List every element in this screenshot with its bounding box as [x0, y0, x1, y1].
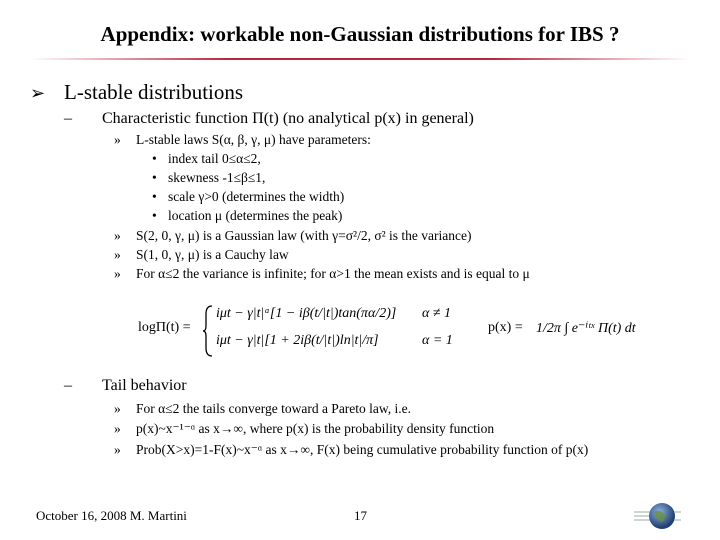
sub-list-item-text: skewness -1≤β≤1,	[168, 170, 266, 185]
title-divider	[30, 58, 690, 60]
list-item-text: L-stable laws S(α, β, γ, μ) have parameters:	[136, 132, 371, 147]
dot-bullet-icon: •	[152, 170, 157, 185]
list-item-text: p(x)~x⁻¹⁻ᵅ as x→∞, where p(x) is the probability density function	[136, 421, 495, 436]
chevron-bullet-icon: »	[114, 442, 121, 457]
sub-list-item	[152, 208, 342, 224]
list-item	[114, 247, 289, 263]
sub-list-item-text: index tail 0≤α≤2,	[168, 151, 261, 166]
chevron-bullet-icon: »	[114, 247, 121, 262]
chevron-bullet-icon: »	[114, 228, 121, 243]
list-item-text: S(2, 0, γ, μ) is a Gaussian law (with γ=σ²/2, σ² is the variance)	[136, 228, 472, 243]
arrow-bullet-icon: ➢	[30, 83, 46, 103]
equation-case1: iμt − γ|t|ᵅ[1 − iβ(t/|t|)tan(πα/2)]	[216, 306, 397, 321]
chevron-bullet-icon: »	[114, 266, 121, 281]
page-number: 17	[354, 508, 367, 523]
section2-heading-text: Tail behavior	[102, 377, 187, 394]
list-item-text: For α≤2 the tails converge toward a Pareto law, i.e.	[136, 401, 412, 416]
list-item	[114, 401, 411, 417]
section2-heading	[64, 377, 187, 395]
list-item-text: Prob(X>x)=1-F(x)~x⁻ᵅ as x→∞, F(x) being cumulative probability function of p(x)	[136, 442, 589, 457]
dot-bullet-icon: •	[152, 208, 157, 223]
pdf-lhs: p(x) =	[488, 320, 523, 335]
sub-list-item	[152, 170, 265, 186]
dash-bullet-icon: –	[64, 377, 72, 394]
list-item	[114, 228, 472, 244]
footer-date-author: October 16, 2008 M. Martini	[36, 508, 187, 523]
equation-case1-condition: α ≠ 1	[422, 306, 452, 321]
equation-case2-condition: α = 1	[422, 333, 453, 348]
sub-list-item-text: location μ (determines the peak)	[168, 208, 343, 223]
section1-heading-text: Characteristic function Π(t) (no analytical p(x) in general)	[102, 110, 474, 127]
list-item-text: For α≤2 the variance is infinite; for α>1 the mean exists and is equal to μ	[136, 266, 530, 281]
slide-title: Appendix: workable non-Gaussian distributions for IBS ?	[100, 22, 620, 46]
chevron-bullet-icon: »	[114, 421, 121, 436]
globe-logo-icon	[632, 500, 682, 532]
section1-heading	[64, 110, 474, 128]
chevron-bullet-icon: »	[114, 132, 121, 147]
dot-bullet-icon: •	[152, 189, 157, 204]
left-brace-icon	[202, 304, 214, 358]
list-item	[114, 266, 530, 282]
dash-bullet-icon: –	[64, 110, 72, 127]
equation-lhs: logΠ(t) =	[138, 320, 191, 335]
pdf-formula: 1/2π ∫ e⁻ⁱᵗˣ Π(t) dt	[536, 321, 636, 336]
bullet-level1	[30, 80, 243, 105]
chevron-bullet-icon: »	[114, 401, 121, 416]
list-item	[114, 442, 588, 458]
sub-list-item	[152, 151, 261, 167]
equation-block	[132, 300, 636, 360]
list-item-text: S(1, 0, γ, μ) is a Cauchy law	[136, 247, 289, 262]
bullet-level1-text: L-stable distributions	[64, 80, 244, 104]
dot-bullet-icon: •	[152, 151, 157, 166]
sub-list-item	[152, 189, 344, 205]
sub-list-item-text: scale γ>0 (determines the width)	[168, 189, 345, 204]
equation-case2: iμt − γ|t|[1 + 2iβ(t/|t|)ln|t|/π]	[216, 333, 379, 348]
list-item	[114, 421, 494, 437]
list-item	[114, 132, 371, 148]
